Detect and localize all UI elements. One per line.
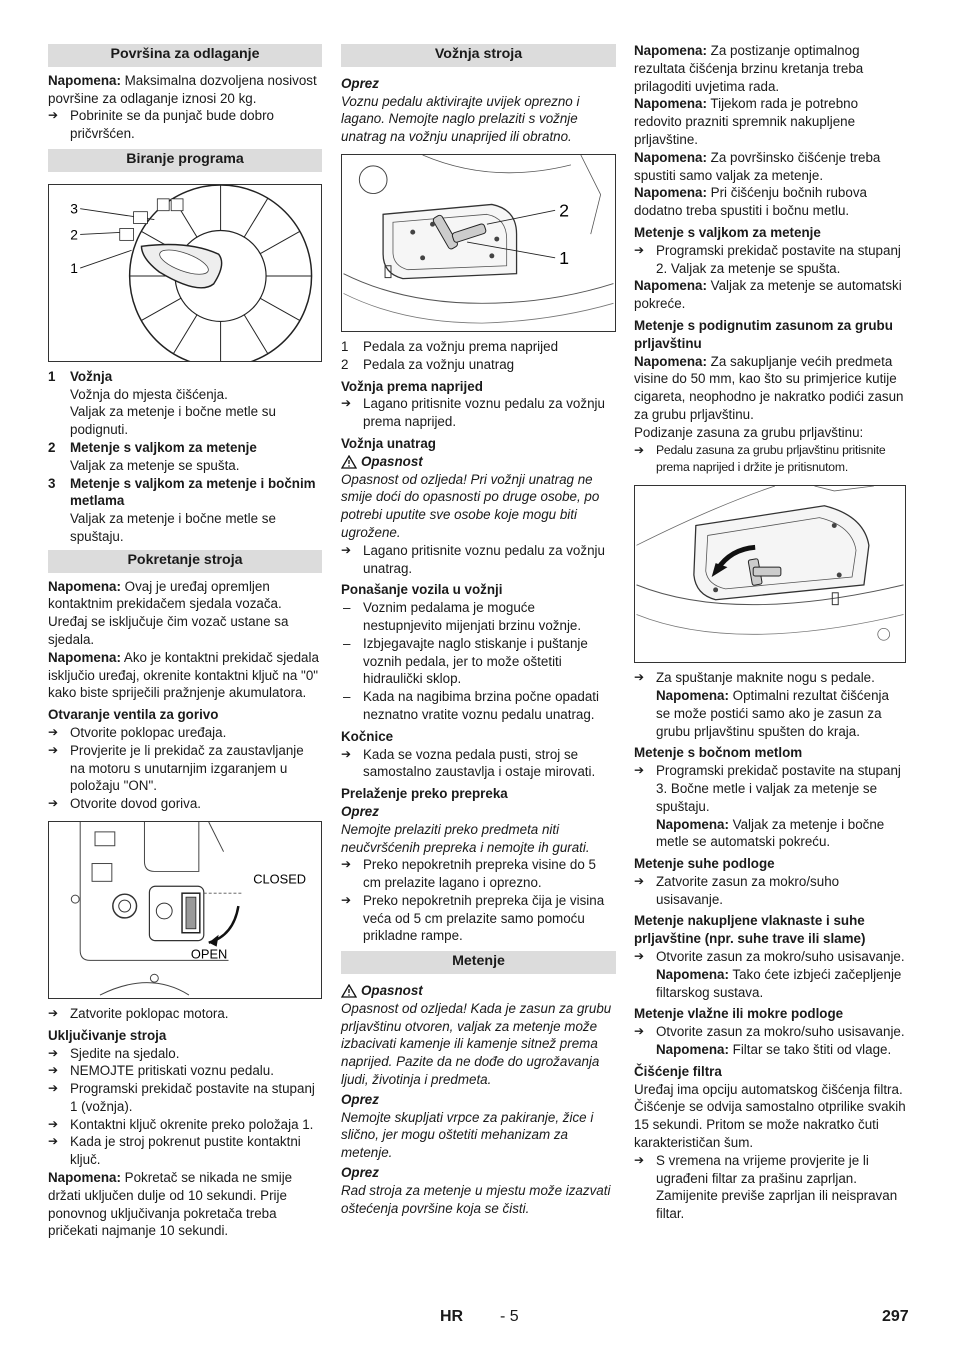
list-item: – Kada na nagibima brzina počne opadati neznatno vratite voznu pedalu unatrag. — [341, 688, 616, 724]
footer-page-sub: - 5 — [500, 1308, 519, 1325]
section-heading-storage: Površina za odlaganje — [48, 44, 322, 67]
program-dial-illustration — [49, 185, 321, 361]
note: Napomena: Filtar se tako štiti od vlage. — [656, 1042, 892, 1058]
step: ➔ Zatvorite poklopac motora. — [48, 1005, 322, 1023]
note: Napomena: Za površinsko čišćenje treba spustiti samo valjak za metenje. — [634, 149, 881, 183]
step: ➔ Otvorite zasun za mokro/suho usisavanje. — [634, 1023, 906, 1041]
note: Napomena: Tako ćete izbjeći začepljenje filtarskog sustava. — [656, 966, 902, 1000]
step: ➔ S vremena na vrijeme provjerite je li ugrađeni filtar za prašinu zaprljan. Zamijenite previše zaprljan ili neispravan filtar. — [634, 1152, 906, 1223]
note: Napomena: Valjak za metenje i bočne metle se automatski pokreću. — [656, 816, 885, 850]
note: Napomena: Tijekom rada je potrebno redovito prazniti spremnik nakupljene prljavštine. — [634, 96, 859, 147]
step: ➔ Sjedite na sjedalo. — [48, 1045, 322, 1063]
step: ➔ Kada je stroj pokrenut pustite kontaktni ključ. — [48, 1133, 322, 1169]
step: ➔ NEMOJTE pritiskati voznu pedalu. — [48, 1062, 322, 1080]
step: ➔ Kada se vozna pedala pusti, stroj se samostalno zaustavlja i ostaje mirovati. — [341, 746, 616, 782]
dial-label-2: 2 — [70, 226, 79, 243]
warning-triangle-icon — [341, 984, 357, 998]
pedal-figure — [341, 154, 616, 332]
caution-text: Nemojte skupljati vrpce za pakiranje, žice i slično, jer mogu oštetiti mehanizam za metenje. — [341, 1109, 594, 1161]
caution-text: Rad stroja za metenje u mjestu može izazvati oštećenja površine koja se čisti. — [341, 1182, 611, 1216]
danger-label: Opasnost — [341, 982, 616, 1000]
step: ➔ Pobrinite se da punjač bude dobro pričvršćen. — [48, 107, 322, 143]
figure-caption: 2 Pedala za vožnju unatrag — [341, 356, 515, 372]
note: Napomena: Ovaj je uređaj opremljen kontaktnim prekidačem sjedala vozača. Uređaj se isključuje čim vozač ustane sa sjedala. — [48, 578, 289, 647]
section-heading-sweeping: Metenje — [341, 951, 616, 974]
pedal-illustration — [342, 155, 615, 331]
caution-label: Oprez — [341, 1091, 379, 1107]
figure-caption: 1 Pedala za vožnju prema naprijed — [341, 338, 559, 354]
note: Napomena: Ako je kontaktni prekidač sjedala isključio uređaj, okrenite kontaktni ključ na "0" kako biste spriječili pražnjenje akumulatora. — [48, 649, 319, 701]
note: Napomena: Maksimalna dozvoljena nosivost površine za odlaganje iznosi 20 kg. — [48, 72, 317, 106]
dial-label-3: 3 — [70, 200, 79, 217]
warning-triangle-icon — [341, 455, 357, 469]
caution-text: Nemojte prelaziti preko predmeta niti neučvršćenih prepreka i nemojte ih gurati. — [341, 821, 590, 855]
valve-closed-label: CLOSED — [253, 871, 307, 887]
fuel-valve-illustration — [49, 822, 321, 998]
subheading-side-brush: Metenje s bočnom metlom — [634, 745, 803, 761]
subheading-roller: Metenje s valjkom za metenje — [634, 224, 821, 240]
footer-language: HR — [440, 1308, 464, 1325]
subheading-reverse: Vožnja unatrag — [341, 435, 436, 451]
step: ➔ Provjerite je li prekidač za zaustavljanje na motoru s unutarnjim izgaranjem u položaju "ON". — [48, 742, 322, 795]
caution-text: Voznu pedalu aktivirajte uvijek oprezno i lagano. Nemojte naglo prelaziti s vožnje unatrag na vožnju unaprijed ili obratno. — [341, 93, 580, 145]
step: ➔ Programski prekidač postavite na stupanj 2. Valjak za metenje se spušta. — [634, 242, 906, 278]
step: ➔ Pedalu zasuna za grubu prljavštinu pritisnite prema naprijed i držite je pritisnutom. — [634, 442, 906, 478]
paragraph: Uređaj ima opciju automatskog čišćenja filtra. — [634, 1081, 903, 1097]
step: ➔ Programski prekidač postavite na stupanj 1 (vožnja). — [48, 1080, 322, 1116]
section-heading-drive: Vožnja stroja — [341, 44, 616, 67]
flap-pedal-figure — [634, 485, 906, 663]
list-item: – Voznim pedalama je moguće nestupnjevito mijenjati brzinu vožnje. — [341, 599, 616, 635]
caution-label: Oprez — [341, 75, 379, 91]
subheading-dry: Metenje suhe podloge — [634, 856, 775, 872]
danger-text: Opasnost od ozljeda! Pri vožnji unatrag ne smije doći do opasnosti po druge osobe, po potrebi uputite sve osobe koje mogu biti ugrožene. — [341, 471, 600, 540]
section-heading-program: Biranje programa — [48, 149, 322, 172]
program-item-1: 1 Vožnja Vožnja do mjesta čišćenja. Valjak za metenje i bočne metle su podignuti. — [48, 368, 276, 438]
flap-pedal-illustration — [635, 486, 905, 662]
subheading-behaviour: Ponašanje vozila u vožnji — [341, 582, 503, 598]
column-1 — [48, 44, 322, 1240]
step: ➔ Kontaktni ključ okrenite preko položaja 1. — [48, 1116, 322, 1134]
footer-page-number: 297 — [882, 1308, 909, 1325]
column-3 — [634, 42, 906, 1223]
program-dial-figure — [48, 184, 322, 362]
step: ➔ Otvorite poklopac uređaja. — [48, 724, 322, 742]
note: Napomena: Valjak za metenje se automatski pokreće. — [634, 278, 902, 312]
step: ➔ Otvorite dovod goriva. — [48, 795, 322, 813]
subheading-filter: Čišćenje filtra — [634, 1063, 722, 1079]
column-2 — [341, 44, 616, 1217]
program-item-2: 2 Metenje s valjkom za metenje Valjak za metenje se spušta. — [48, 439, 257, 473]
pedal-label-2: 2 — [559, 200, 569, 221]
note: Napomena: Za sakupljanje većih predmeta visine do 50 mm, kao što su primjerice kutije cigareta, neophodno je nakratko podići zasun za grubu prljavštinu. — [634, 353, 904, 422]
subheading-fiber: Metenje nakupljene vlaknaste i suhe prljavštine (npr. suhe trave ili slame) — [634, 913, 866, 947]
valve-open-label: OPEN — [190, 946, 228, 962]
caution-label: Oprez — [341, 1165, 379, 1181]
caution-label: Oprez — [341, 803, 379, 819]
step: ➔ Preko nepokretnih prepreka čija je visina veća od 5 cm prelazite samo pomoću prikladne rampe. — [341, 892, 616, 945]
paragraph: Čišćenje se odvija samostalno otprilike svakih 15 sekundi. Pritom se može nakratko čuti karakterističan šum. — [634, 1099, 906, 1151]
step: ➔ Programski prekidač postavite na stupanj 3. Bočne metle i valjak za metenje se spuštaju. — [634, 762, 906, 815]
note: Napomena: Pokretač se nikada ne smije držati uključen dulje od 10 sekundi. Prije ponovnog uključivanja pokretača treba pričekati najmanje 10 sekundi. — [48, 1170, 293, 1239]
fuel-valve-figure — [48, 821, 322, 999]
subheading-obstacles: Prelaženje preko prepreka — [341, 786, 508, 802]
note: Napomena: Za postizanje optimalnog rezultata čišćenja brzinu kretanja treba prilagoditi uvjetima rada. — [634, 43, 864, 94]
subheading-flap: Metenje s podignutim zasunom za grubu prljavštinu — [634, 317, 893, 351]
subheading-brakes: Kočnice — [341, 728, 394, 744]
subheading-wet: Metenje vlažne ili mokre podloge — [634, 1006, 844, 1022]
step: ➔ Lagano pritisnite voznu pedalu za vožnju unatrag. — [341, 542, 616, 578]
section-heading-start: Pokretanje stroja — [48, 550, 322, 573]
step: ➔ Otvorite zasun za mokro/suho usisavanje. — [634, 948, 906, 966]
danger-label: Opasnost — [341, 453, 616, 471]
subheading-fuel: Otvaranje ventila za gorivo — [48, 707, 219, 723]
dial-label-1: 1 — [70, 259, 79, 276]
paragraph: Podizanje zasuna za grubu prljavštinu: — [634, 424, 864, 440]
step: ➔ Lagano pritisnite voznu pedalu za vožnju prema naprijed. — [341, 395, 616, 431]
list-item: – Izbjegavajte naglo stiskanje i puštanje voznih pedala, jer to može oštetiti hidraulički sklop. — [341, 635, 616, 688]
step: ➔ Zatvorite zasun za mokro/suho usisavanje. — [634, 873, 906, 909]
step: ➔ Za spuštanje maknite nogu s pedale. — [634, 669, 906, 687]
note: Napomena: Pri čišćenju bočnih rubova dodatno treba spustiti i bočnu metlu. — [634, 185, 867, 219]
pedal-label-1: 1 — [559, 247, 569, 268]
step: ➔ Preko nepokretnih prepreka visine do 5 cm prelazite lagano i oprezno. — [341, 856, 616, 892]
subheading-forward: Vožnja prema naprijed — [341, 378, 483, 394]
note: Napomena: Optimalni rezultat čišćenja se može postići samo ako je zasun za grubu prljavštinu spušten do kraja. — [656, 687, 889, 739]
subheading-switch-on: Uključivanje stroja — [48, 1027, 167, 1043]
danger-text: Opasnost od ozljeda! Kada je zasun za grubu prljavštinu otvoren, valjak za metenje može izbacivati kamenje ili kamenje sitnež prema naprijed. Pazite da ne dođe do ugrožavanja ljudi, životinja i predmeta. — [341, 1000, 612, 1088]
program-item-3: 3 Metenje s valjkom za metenje i bočnim metlama Valjak za metenje i bočne metle se spuštaju. — [48, 475, 316, 544]
